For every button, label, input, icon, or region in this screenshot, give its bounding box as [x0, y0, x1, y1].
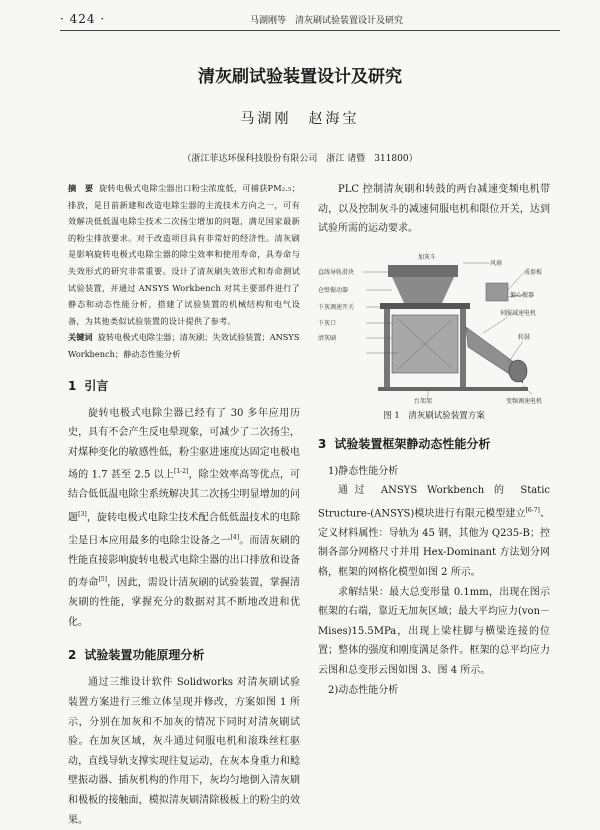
section-title: 引言: [84, 378, 109, 393]
page-number: · 424 ·: [60, 12, 106, 26]
apparatus-drawing: [318, 245, 550, 407]
label-fan: 风扇: [490, 259, 503, 267]
label-cleaning-brush: 清灰刷: [318, 334, 337, 342]
hopper-body: [392, 277, 454, 303]
section-title: 试验装置框架静动态性能分析: [334, 436, 491, 451]
page-header: [60, 12, 560, 31]
section-2-paragraph-2: PLC 控制清灰刷和转鼓的两台减速变频电机带动，以及控制灰斗的减速伺服电机和限位开关，达到试验所需的运动要求。: [318, 184, 550, 235]
paper-title: 清灰刷试验装置设计及研究: [198, 67, 402, 87]
section-1-paragraph: [68, 404, 300, 633]
section-number: 2: [68, 648, 77, 663]
citation: [5]: [98, 576, 107, 584]
text-run: 、定义材料属性：导轨为 45 钢，其他为 Q235-B；控制各部分网格尺寸并用 Hex-Dominant 方法划分网格，框架的网格化模型如图 2 所示。: [318, 508, 550, 579]
running-title: 马湖刚等 清灰刷试验装置设计及研究: [250, 16, 404, 26]
section-number: 1: [68, 378, 77, 393]
subsection-static: 1)静态性能分析: [328, 465, 399, 477]
section-title: 试验装置功能原理分析: [84, 648, 205, 663]
abstract: [68, 180, 300, 329]
keywords-text: 旋转电极式电除尘器；清灰刷；失效试验装置；ANSYS Workbench；静动态性能分析: [68, 332, 300, 359]
keywords-label: 关键词: [68, 332, 93, 343]
authors: 马湖刚 赵海宝: [240, 111, 360, 127]
affiliation: （浙江菲达环保科技股份有限公司 浙江 诸暨 311800）: [182, 154, 418, 164]
citation: [1-2]: [174, 468, 189, 476]
label-dust-hopper: 加灰斗: [418, 253, 437, 261]
section-3-paragraph-2: 求解结果：最大总变形量 0.1mm，出现在图示框架的右端，靠近无加灰区域；最大平均应力(von－Mises)15.5MPa，出现上梁柱脚与横梁连接的位置；整体的强度和刚度满足条件。框架的总平均应力云图和总变形云图如图 3、图 4 所示。: [318, 586, 551, 677]
abstract-text: 旋转电极式电除尘器出口粉尘浓度低，可捕获PM₂.₅；排放，是目前新建和改造电除尘器的主流技术方向之一，可有效解决低低温电除尘技术二次扬尘增加的问题，满足国家最新的粉尘排放要求。对于改造项目具有非常好的经济性。清灰刷是影响旋转电极式电除尘器的除尘效率和使用寿命，具寿命与失效形式的研究非常重要。设计了清灰刷失效形式和寿命测试试验装置，并通过 ANSYS Workbench 对其主要部件进行了静态和动态性能分析，搭建了试验装置的机械结构和电气设备，为其他类似试验装置的设计提供了参考。: [68, 183, 300, 326]
figure-1-caption: 图 1 清灰刷试验装置方案: [383, 410, 485, 421]
section-number: 3: [318, 436, 327, 451]
section-3-heading: [318, 435, 550, 452]
left-column: [68, 180, 300, 830]
label-wall-vibrator: 仓壁振动器: [318, 286, 349, 294]
section-2-paragraph-1: 通过三维设计软件 Solidworks 对清灰刷试验装置方案进行三维立体呈现并修改，方案如图 1 所示，分别在加灰和不加灰的情况下同时对清灰刷试验。在加灰区域，灰斗通过伺服电机和滚珠丝杠驱动，直线导轨支撑实现往复运动，在灰本身重力和鲶壁振动器、插灰机构的作用下，灰均匀地倒入清灰刷和极板的接触面，模拟清灰刷清除极板上的粉尘的效果。: [68, 677, 300, 826]
citation: [4]: [230, 533, 240, 541]
section-2-heading: [68, 646, 300, 663]
frame-leg-right: [460, 309, 466, 389]
label-frame: 台架架: [414, 397, 433, 405]
right-column: [318, 180, 550, 700]
text-run: ，因此，需设计清灰刷的试验装置，掌握清灰刷的性能，掌握充分的数据对其不断地改进和优化。: [68, 577, 301, 628]
label-linear-rail: 直线导轨滑块: [318, 268, 355, 276]
label-comb: 下灰调速开关: [318, 303, 355, 311]
text-run: 通过 ANSYS Workbench 的 Static Structure-(ANSYS)模块进行有限元模型建立: [318, 485, 550, 520]
drive-motor: [509, 360, 527, 382]
rail-beam: [380, 303, 470, 309]
text-run: 。而清灰刷的性能直接影响旋转电极式电除尘器的出口排放和设备的寿命: [68, 535, 301, 589]
abstract-label: 摘 要: [68, 183, 94, 193]
label-rotor: 转鼓: [518, 333, 531, 341]
label-eccentric: 偏心振器: [510, 291, 535, 299]
label-hopper-outlet: 下灰口: [318, 319, 337, 327]
fan-unit: [486, 283, 508, 301]
section-3-paragraph-1: [318, 481, 550, 582]
citation: [6-7]: [525, 506, 540, 514]
citation: [3]: [78, 510, 87, 518]
label-servo-motor: 伺服减速电机: [500, 309, 537, 317]
text-run: ，旋转电极式电除尘技术配合低低温技术的电除尘是日本应用最多的电除尘设备之一: [68, 512, 301, 547]
label-plate-assembly: 成套板: [524, 268, 543, 276]
frame-leg-left: [384, 309, 390, 389]
keywords: [68, 329, 300, 362]
hopper-top: [388, 265, 458, 277]
subsection-dynamic: 2)动态性能分析: [328, 684, 399, 696]
base-beam: [378, 387, 528, 391]
section-1-heading: [68, 377, 300, 394]
label-vfd-motor: 变频调速电机: [506, 397, 543, 405]
text-run: ，除尘效率高等优点，可结合低低温电除尘系统解决其二次扬尘明显增加的问题: [68, 469, 300, 524]
figure-1: [318, 245, 550, 407]
text-run: 旋转电极式电除尘器已经有了 30 多年应用历史，具有不会产生反电晕现象，可减少了二次扬尘，对煤种变化的敏感性低，粉尘驱进速度达固定电极电场的 1.7 甚至 2.5 以上: [68, 407, 300, 481]
